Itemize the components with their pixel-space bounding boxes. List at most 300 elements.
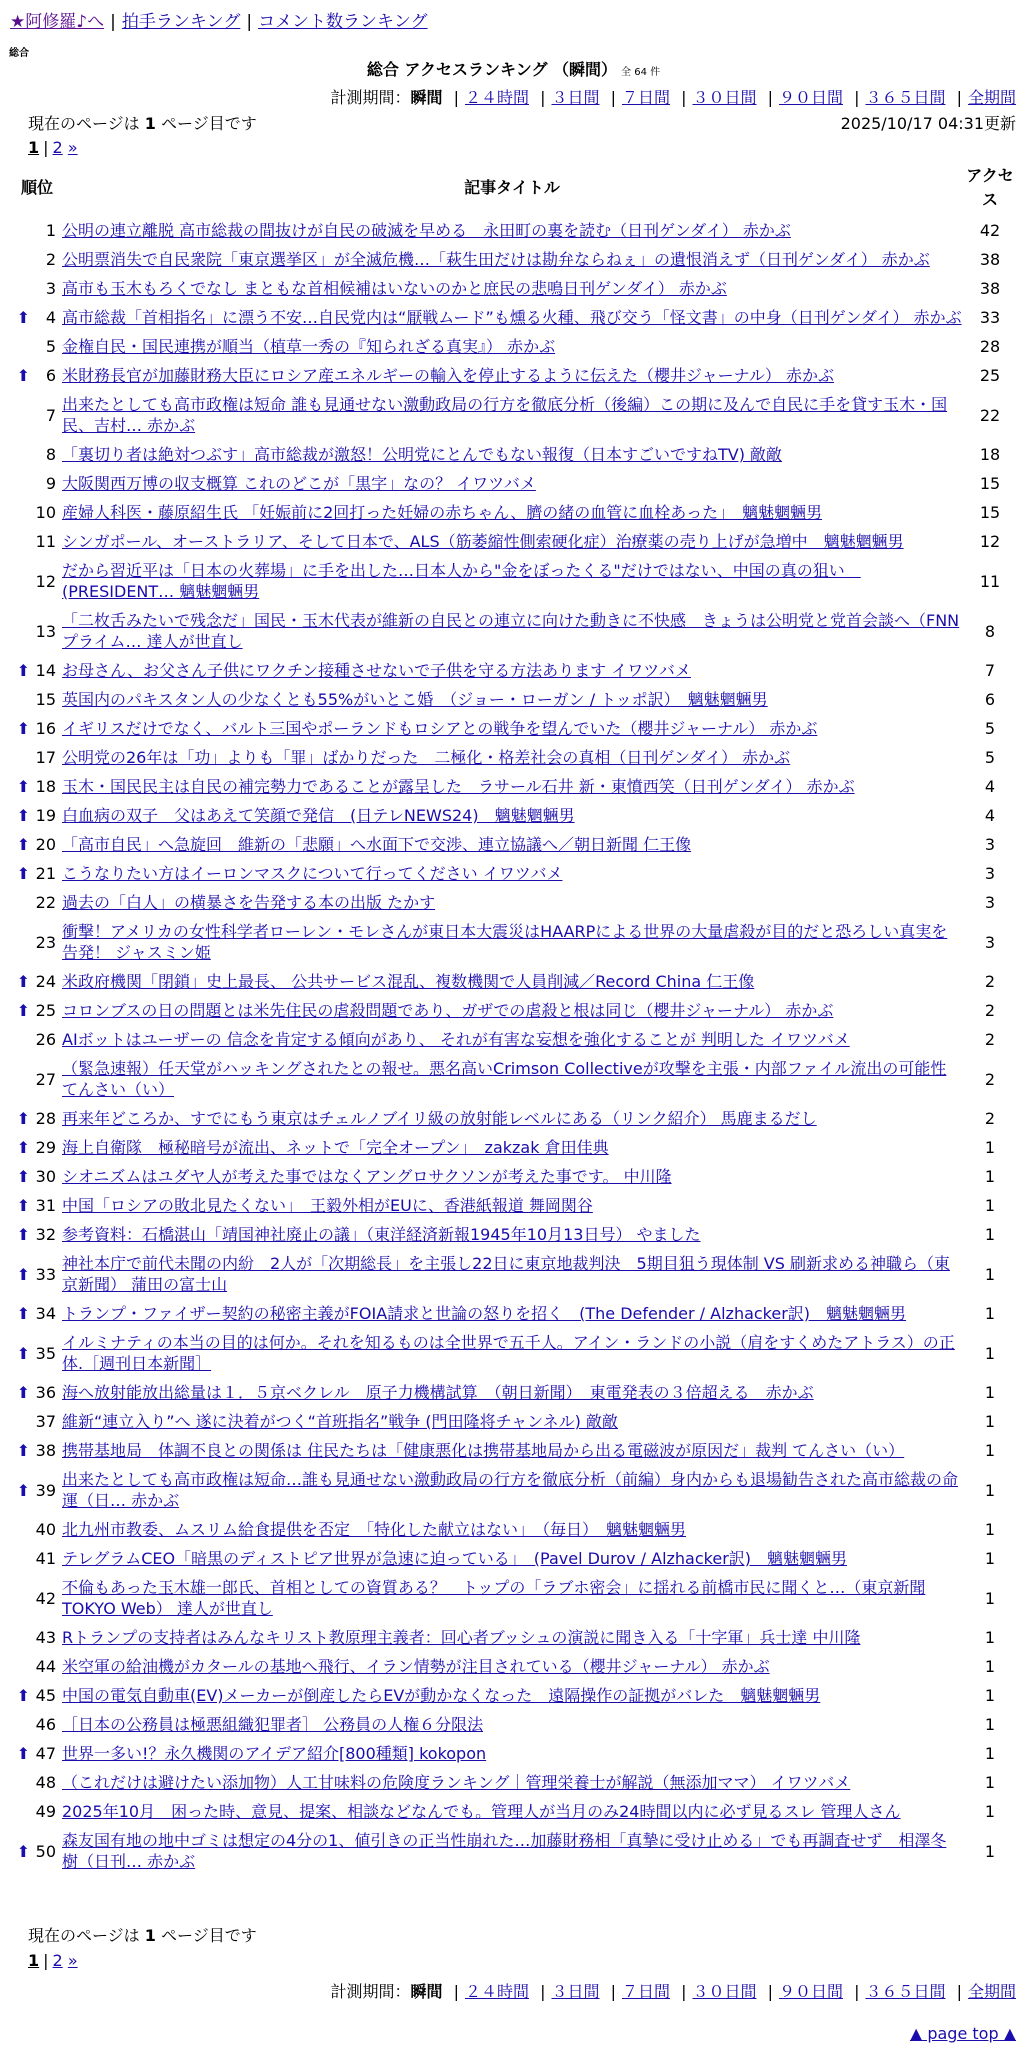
arrow-cell <box>14 1515 33 1544</box>
access-count: 1 <box>984 1715 996 1734</box>
article-link[interactable]: 再来年どころか、すでにもう東京はチェルノブイリ級の放射能レベルにある（リンク紹介） 馬鹿まるだし <box>62 1109 817 1128</box>
access-count: 5 <box>984 719 996 738</box>
article-title-cell <box>60 556 964 606</box>
period-24h-link[interactable]: ２４時間 <box>464 88 529 107</box>
access-count: 18 <box>979 445 1001 464</box>
pager-bottom: 1 | 2 » <box>28 1951 78 1970</box>
rank-number: 44 <box>35 1657 56 1676</box>
rank-number: 15 <box>35 690 56 709</box>
article-link[interactable]: 海へ放射能放出総量は１．５京ベクレル 原子力機構試算 （朝日新聞） 東電発表の３倍超える 赤かぶ <box>62 1383 814 1402</box>
access-count: 22 <box>979 405 1001 425</box>
rank-number: 43 <box>35 1628 56 1647</box>
table-row <box>14 1465 1016 1515</box>
access-count: 11 <box>979 571 1001 591</box>
pager-page-2-link[interactable]: 2 <box>52 1951 63 1970</box>
pager-next-link[interactable]: » <box>67 1951 78 1970</box>
table-row <box>14 469 1016 498</box>
table-row <box>14 656 1016 685</box>
rank-number: 46 <box>35 1715 56 1734</box>
article-title-cell <box>60 440 964 469</box>
arrow-cell <box>14 274 33 303</box>
rank-number: 42 <box>35 1588 56 1608</box>
rank-number: 39 <box>35 1480 56 1500</box>
period-30d-link[interactable]: ３０日間 <box>692 1982 757 2001</box>
rank-number: 25 <box>35 1001 56 1020</box>
arrow-cell <box>14 390 33 440</box>
article-link[interactable]: だから習近平は「日本の火葬場」に手を出した…日本人から"金をぼったくる"だけではない、中国の真の狙い (PRESIDENT… 魑魅魍魎男 <box>62 561 861 601</box>
top-navigation: ★阿修羅♪へ | 拍手ランキング | コメント数ランキング <box>10 12 428 32</box>
period-24h-link[interactable]: ２４時間 <box>464 1982 529 2001</box>
access-count: 6 <box>984 690 996 709</box>
period-selector-top: 計測期間：瞬間 | ２４時間 | ３日間 | ７日間 | ３０日間 | ９０日間 | ３６５日間 | 全期間 <box>330 88 1016 107</box>
article-link[interactable]: イギリスだけでなく、バルト三国やポーランドもロシアとの戦争を望んでいた（櫻井ジャーナル） 赤かぶ <box>62 719 818 738</box>
article-link[interactable]: 玉木・国民民主は自民の補完勢力であることが露呈した ラサール石井 新・東憤西笑（日刊ゲンダイ） 赤かぶ <box>62 777 855 796</box>
table-row <box>14 606 1016 656</box>
article-link[interactable]: 産婦人科医・藤原紹生氏 「妊娠前に2回打った妊婦の赤ちゃん、臍の緒の血管に血栓あった」 魑魅魍魎男 <box>62 503 823 522</box>
access-count: 8 <box>984 621 996 641</box>
access-count: 1 <box>984 1520 996 1539</box>
table-row <box>14 1652 1016 1681</box>
article-link[interactable]: 森友国有地の地中ゴミは想定の4分の1、値引きの正当性崩れた…加藤財務相「真摯に受け止める」でも再調査せず 相澤冬樹（日刊… 赤かぶ <box>62 1831 947 1871</box>
article-link[interactable]: 米政府機関「閉鎖」史上最長、 公共サービス混乱、複数機関で人員削減／Record China 仁王像 <box>62 972 755 991</box>
article-link[interactable]: 北九州市教委、ムスリム給食提供を否定 「特化した献立はない」 （毎日） 魑魅魍魎男 <box>62 1520 687 1539</box>
article-link[interactable]: 大阪関西万博の収支概算 これのどこが「黒字」なの？ イワツバメ <box>62 474 536 493</box>
up-arrow-icon: ⬆ <box>16 1001 31 1020</box>
period-selector-bottom: 計測期間：瞬間 | ２４時間 | ３日間 | ７日間 | ３０日間 | ９０日間 | ３６５日間 | 全期間 <box>330 1982 1016 2001</box>
access-count: 2 <box>984 972 996 991</box>
article-title-cell <box>60 714 964 743</box>
article-link[interactable]: 参考資料：石橋湛山「靖国神社廃止の議」（東洋経済新報1945年10月13日号） やました <box>62 1225 701 1244</box>
article-link[interactable]: 「裏切り者は絶対つぶす」高市総裁が激怒！公明党にとんでもない報復（日本すごいですねTV) 敵敵 <box>62 445 783 464</box>
article-title-cell <box>60 772 964 801</box>
access-count: 25 <box>979 366 1001 385</box>
article-title-cell <box>60 1162 964 1191</box>
table-row <box>14 1710 1016 1739</box>
table-row <box>14 1249 1016 1299</box>
table-row <box>14 1133 1016 1162</box>
article-link[interactable]: AIボットはユーザーの 信念を肯定する傾向があり、 それが有害な妄想を強化することが 判明した イワツバメ <box>62 1030 850 1049</box>
article-title-cell <box>60 1515 964 1544</box>
arrow-cell <box>14 917 33 967</box>
up-arrow-icon: ⬆ <box>16 806 31 825</box>
rank-number: 24 <box>35 972 56 991</box>
article-link[interactable]: 公明党の26年は「功」よりも「罪」ばかりだった 二極化・格差社会の真相（日刊ゲンダイ） 赤かぶ <box>62 748 791 767</box>
access-count: 1 <box>984 1167 996 1186</box>
article-link[interactable]: 衝撃！アメリカの女性科学者ローレン・モレさんが東日本大震災はHAARPによる世界の大量虐殺が目的だと恐ろしい真実を告発！ ジャスミン姫 <box>62 922 948 962</box>
table-row <box>14 1191 1016 1220</box>
rank-number: 34 <box>35 1304 56 1323</box>
rank-number: 49 <box>35 1802 56 1821</box>
access-count: 1 <box>984 1138 996 1157</box>
ranking-header-row <box>14 160 1016 216</box>
access-count: 1 <box>984 1480 996 1500</box>
access-count: 3 <box>984 893 996 912</box>
article-link[interactable]: お母さん、お父さん子供にワクチン接種させないで子供を守る方法あります イワツバメ <box>62 661 691 680</box>
article-title-cell <box>60 1025 964 1054</box>
article-title-cell <box>60 390 964 440</box>
rank-number: 45 <box>35 1686 56 1705</box>
period-365d-link[interactable]: ３６５日間 <box>865 88 946 107</box>
article-link[interactable]: Rトランプの支持者はみんなキリスト教原理主義者：回心者ブッシュの演説に聞き入る「十字軍」兵士達 中川隆 <box>62 1628 861 1647</box>
access-count: 1 <box>984 1264 996 1284</box>
article-link[interactable]: 不倫もあった玉木雄一郎氏、首相としての資質ある？ トップの「ラブホ密会」に揺れる前橋市民に聞くと…（東京新聞TOKYO Web） 達人が世直し <box>62 1578 926 1618</box>
article-title-cell <box>60 332 964 361</box>
period-label: 計測期間： <box>330 88 411 107</box>
rank-number: 27 <box>35 1069 56 1089</box>
access-count: 4 <box>984 777 996 796</box>
rank-number: 21 <box>35 864 56 883</box>
table-row <box>14 1025 1016 1054</box>
article-link[interactable]: コロンブスの日の問題とは米先住民の虐殺問題であり、ガザでの虐殺と根は同じ（櫻井ジャーナル） 赤かぶ <box>62 1001 834 1020</box>
arrow-cell <box>14 1544 33 1573</box>
access-count: 1 <box>984 1744 996 1763</box>
pager-next-link[interactable]: » <box>67 138 78 157</box>
comment-ranking-link[interactable]: コメント数ランキング <box>258 12 428 32</box>
rank-number: 7 <box>45 405 56 425</box>
article-title-cell <box>60 303 964 332</box>
table-row <box>14 361 1016 390</box>
access-count: 15 <box>979 474 1001 493</box>
article-title-cell <box>60 1465 964 1515</box>
article-title-cell <box>60 1220 964 1249</box>
rank-number: 11 <box>35 532 56 551</box>
article-link[interactable]: テレグラムCEO「暗黒のディストピア世界が急速に迫っている」 (Pavel Durov / Alzhacker訳) 魑魅魍魎男 <box>62 1549 848 1568</box>
table-row <box>14 216 1016 245</box>
access-count: 1 <box>984 1686 996 1705</box>
access-count: 28 <box>979 337 1001 356</box>
table-row <box>14 996 1016 1025</box>
up-arrow-icon: ⬆ <box>16 1138 31 1157</box>
rank-number: 48 <box>35 1773 56 1792</box>
article-link[interactable]: 神社本庁で前代未聞の内紛 2人が「次期総長」を主張し22日に東京地裁判決 5期目狙う現体制 VS 刷新求める神職ら（東京新聞） 蒲田の富士山 <box>62 1254 950 1294</box>
access-count: 42 <box>979 221 1001 240</box>
article-link[interactable]: 携帯基地局 体調不良との関係は 住民たちは「健康悪化は携帯基地局から出る電磁波が原因だ」裁判 てんさい（い） <box>62 1441 905 1460</box>
period-30d-link[interactable]: ３０日間 <box>692 88 757 107</box>
up-arrow-icon: ⬆ <box>16 661 31 680</box>
article-title-cell <box>60 1710 964 1739</box>
rank-number: 2 <box>45 250 56 269</box>
table-row <box>14 390 1016 440</box>
access-count: 2 <box>984 1030 996 1049</box>
up-arrow-icon: ⬆ <box>16 366 31 385</box>
up-arrow-icon: ⬆ <box>16 1304 31 1323</box>
rank-number: 16 <box>35 719 56 738</box>
article-link[interactable]: 過去の「白人」の横暴さを告発する本の出版 たかす <box>62 893 436 912</box>
article-title-cell <box>60 1104 964 1133</box>
access-count: 1 <box>984 1802 996 1821</box>
up-arrow-icon: ⬆ <box>16 1264 31 1284</box>
article-title-cell <box>60 830 964 859</box>
pager-current-page: 1 <box>28 138 40 157</box>
rank-number: 22 <box>35 893 56 912</box>
table-row <box>14 1436 1016 1465</box>
table-row <box>14 859 1016 888</box>
table-row <box>14 1544 1016 1573</box>
article-link[interactable]: 中国の電気自動車(EV)メーカーが倒産したらEVが動かなくなった 遠隔操作の証拠がバレた 魑魅魍魎男 <box>62 1686 821 1705</box>
article-link[interactable]: 公明票消失で自民衆院「東京選挙区」が全滅危機…「萩生田だけは勘弁ならねぇ」の遺恨消えず（日刊ゲンダイ） 赤かぶ <box>62 250 930 269</box>
rank-number: 8 <box>45 445 56 464</box>
table-row <box>14 1328 1016 1378</box>
rank-number: 9 <box>45 474 56 493</box>
table-row <box>14 888 1016 917</box>
table-row <box>14 498 1016 527</box>
rank-number: 29 <box>35 1138 56 1157</box>
article-link[interactable]: 高市も玉木もろくでなし まともな首相候補はいないのかと庶民の悲鳴日刊ゲンダイ） 赤かぶ <box>62 279 727 298</box>
access-count: 1 <box>984 1225 996 1244</box>
pager-current-page: 1 <box>28 1951 40 1970</box>
article-title-cell <box>60 1054 964 1104</box>
arrow-cell <box>14 440 33 469</box>
article-title-cell <box>60 1544 964 1573</box>
up-arrow-icon: ⬆ <box>16 1196 31 1215</box>
article-link[interactable]: 英国内のパキスタン人の少なくとも55%がいとこ婚 （ジョー・ローガン / トッポ訳） 魑魅魍魎男 <box>62 690 768 709</box>
access-count: 1 <box>984 1441 996 1460</box>
article-link[interactable]: 「二枚舌みたいで残念だ」国民・玉木代表が維新の自民との連立に向けた動きに不快感 きょうは公明党と党首会談へ（FNNプライム… 達人が世直し <box>62 611 960 651</box>
article-link[interactable]: 海上自衛隊 極秘暗号が流出、ネットで「完全オープン」 zakzak 倉田佳典 <box>62 1138 609 1157</box>
arrow-cell <box>14 888 33 917</box>
access-count: 1 <box>984 1657 996 1676</box>
arrow-cell <box>14 216 33 245</box>
table-row <box>14 1378 1016 1407</box>
rank-number: 41 <box>35 1549 56 1568</box>
article-title-cell <box>60 1739 964 1768</box>
up-arrow-icon: ⬆ <box>16 1841 31 1861</box>
access-count: 3 <box>984 864 996 883</box>
article-title-cell <box>60 1652 964 1681</box>
rank-number: 36 <box>35 1383 56 1402</box>
article-title-cell <box>60 527 964 556</box>
arrow-cell <box>14 685 33 714</box>
rank-number: 23 <box>35 932 56 952</box>
up-arrow-icon: ⬆ <box>16 1383 31 1402</box>
period-all-link[interactable]: 全期間 <box>967 88 1016 107</box>
table-row <box>14 1768 1016 1797</box>
period-90d-link[interactable]: ９０日間 <box>778 1982 843 2001</box>
ranking-body <box>14 216 1016 1876</box>
asyura-home-link[interactable]: ★阿修羅♪へ <box>10 12 105 32</box>
article-title-cell <box>60 1768 964 1797</box>
access-count: 1 <box>984 1628 996 1647</box>
up-arrow-icon: ⬆ <box>16 1343 31 1363</box>
table-row <box>14 274 1016 303</box>
rank-number: 26 <box>35 1030 56 1049</box>
article-title-cell <box>60 743 964 772</box>
article-link[interactable]: （これだけは避けたい添加物）人工甘味料の危険度ランキング｜管理栄養士が解説（無添加ママ） イワツバメ <box>62 1773 851 1792</box>
up-arrow-icon: ⬆ <box>16 1109 31 1128</box>
rank-number: 38 <box>35 1441 56 1460</box>
article-link[interactable]: シオニズムはユダヤ人が考えた事ではなくアングロサクソンが考えた事です。 中川隆 <box>62 1167 672 1186</box>
access-count: 3 <box>984 932 996 952</box>
rank-number: 50 <box>35 1841 56 1861</box>
table-row <box>14 1573 1016 1623</box>
rank-column-header: 順位 <box>20 178 53 197</box>
up-arrow-icon: ⬆ <box>16 1167 31 1186</box>
article-link[interactable]: 高市総裁「首相指名」に漂う不安…自民党内は“厭戦ムード”も燻る火種、飛び交う「怪文書」の中身（日刊ゲンダイ） 赤かぶ <box>62 308 962 327</box>
article-title-cell <box>60 216 964 245</box>
article-title-cell <box>60 1797 964 1826</box>
article-link[interactable]: ［日本の公務員は極悪組織犯罪者］ 公務員の人権６分限法 <box>62 1715 484 1734</box>
article-title-cell <box>60 1573 964 1623</box>
ranking-table <box>14 160 1016 1876</box>
arrow-cell <box>14 332 33 361</box>
applause-ranking-link[interactable]: 拍手ランキング <box>121 12 241 32</box>
article-title-cell <box>60 656 964 685</box>
table-row <box>14 440 1016 469</box>
article-title-cell <box>60 1191 964 1220</box>
article-title-cell <box>60 498 964 527</box>
arrow-cell <box>14 1025 33 1054</box>
table-row <box>14 303 1016 332</box>
arrow-cell <box>14 1797 33 1826</box>
article-link[interactable]: 世界一多い!？永久機関のアイデア紹介[800種類] kokopon <box>62 1744 487 1763</box>
rank-number: 40 <box>35 1520 56 1539</box>
table-row <box>14 830 1016 859</box>
table-row <box>14 1162 1016 1191</box>
article-link[interactable]: トランプ・ファイザー契約の秘密主義がFOIA請求と世論の怒りを招く (The Defender / Alzhacker訳) 魑魅魍魎男 <box>62 1304 907 1323</box>
arrow-cell <box>14 498 33 527</box>
rank-number: 35 <box>35 1343 56 1363</box>
access-count: 1 <box>984 1549 996 1568</box>
article-link[interactable]: 白血病の双子 父はあえて笑顔で発信 (日テレNEWS24) 魑魅魍魎男 <box>62 806 575 825</box>
arrow-cell <box>14 469 33 498</box>
up-arrow-icon: ⬆ <box>16 1441 31 1460</box>
article-link[interactable]: こうなりたい方はイーロンマスクについて行ってください イワツバメ <box>62 864 563 883</box>
arrow-cell <box>14 245 33 274</box>
access-count: 1 <box>984 1588 996 1608</box>
article-link[interactable]: 金権自民・国民連携が順当（植草一秀の『知られざる真実』） 赤かぶ <box>62 337 556 356</box>
article-link[interactable]: 米財務長官が加藤財務大臣にロシア産エネルギーの輸入を停止するように伝えた（櫻井ジャーナル） 赤かぶ <box>62 366 834 385</box>
rank-number: 33 <box>35 1264 56 1284</box>
rank-number: 18 <box>35 777 56 796</box>
period-365d-link[interactable]: ３６５日間 <box>865 1982 946 2001</box>
rank-number: 31 <box>35 1196 56 1215</box>
article-title-cell <box>60 1826 964 1876</box>
table-row <box>14 1797 1016 1826</box>
article-title-cell <box>60 859 964 888</box>
table-row <box>14 1104 1016 1133</box>
article-title-cell <box>60 685 964 714</box>
access-count: 1 <box>984 1196 996 1215</box>
updated-timestamp: 2025/10/17 04:31更新 <box>840 114 1016 133</box>
article-link[interactable]: 出来たとしても高市政権は短命…誰も見通せない激動政局の行方を徹底分析（前編）身内からも退場勧告された高市総裁の命運（日… 赤かぶ <box>62 1470 959 1510</box>
arrow-cell <box>14 1652 33 1681</box>
table-row <box>14 556 1016 606</box>
table-row <box>14 1681 1016 1710</box>
up-arrow-icon: ⬆ <box>16 308 31 327</box>
period-90d-link[interactable]: ９０日間 <box>778 88 843 107</box>
page-top-link[interactable]: ▲ page top ▲ <box>909 2024 1016 2043</box>
up-arrow-icon: ⬆ <box>16 1686 31 1705</box>
period-7d-link[interactable]: ７日間 <box>621 1982 670 2001</box>
article-title-cell <box>60 917 964 967</box>
article-title-cell <box>60 996 964 1025</box>
rank-number: 32 <box>35 1225 56 1244</box>
table-row <box>14 743 1016 772</box>
period-3d-link[interactable]: ３日間 <box>551 88 600 107</box>
article-link[interactable]: 2025年10月 困った時、意見、提案、相談などなんでも。管理人が当月のみ24時間以内に必ず見るスレ 管理人さん <box>62 1802 901 1821</box>
access-count: 1 <box>984 1343 996 1363</box>
article-link[interactable]: イルミナティの本当の目的は何か。それを知るものは全世界で五千人。アイン・ランドの小説（肩をすくめたアトラス）の正体.［週刊日本新聞］ <box>62 1333 955 1373</box>
arrow-cell <box>14 1573 33 1623</box>
arrow-cell <box>14 527 33 556</box>
article-link[interactable]: 維新“連立入り”へ 遂に決着がつく“首班指名”戦争 (門田隆将チャンネル) 敵敵 <box>62 1412 618 1431</box>
article-title-cell <box>60 1299 964 1328</box>
page-info-bottom: 現在のページは 1 ページ目です <box>28 1926 257 1945</box>
rank-number: 5 <box>45 337 56 356</box>
article-link[interactable]: 公明の連立離脱 高市総裁の間抜けが自民の破滅を早める 永田町の裏を読む（日刊ゲンダイ） 赤かぶ <box>62 221 791 240</box>
access-count: 1 <box>984 1304 996 1323</box>
article-title-cell <box>60 1249 964 1299</box>
page-top-area <box>910 2022 1016 2046</box>
rank-number: 47 <box>35 1744 56 1763</box>
table-row <box>14 1299 1016 1328</box>
article-title-cell <box>60 1407 964 1436</box>
article-title-cell <box>60 361 964 390</box>
article-title-cell <box>60 274 964 303</box>
table-row <box>14 1515 1016 1544</box>
total-count: 全 64 件 <box>621 67 661 78</box>
access-column-header: アクセス <box>966 166 1014 209</box>
access-count: 2 <box>984 1109 996 1128</box>
article-link[interactable]: シンガポール、オーストラリア、そして日本で、ALS（筋萎縮性側索硬化症）治療薬の売り上げが急増中 魑魅魍魎男 <box>62 532 904 551</box>
arrow-cell <box>14 556 33 606</box>
period-3d-link[interactable]: ３日間 <box>551 1982 600 2001</box>
arrow-cell <box>14 1768 33 1797</box>
access-count: 33 <box>979 308 1001 327</box>
access-count: 2 <box>984 1001 996 1020</box>
rank-number: 17 <box>35 748 56 767</box>
period-all-link[interactable]: 全期間 <box>967 1982 1016 2001</box>
access-count: 15 <box>979 503 1001 522</box>
rank-number: 12 <box>35 571 56 591</box>
arrow-cell <box>14 1407 33 1436</box>
table-row <box>14 772 1016 801</box>
article-title-cell <box>60 606 964 656</box>
category-label: 総合 <box>9 48 29 59</box>
table-row <box>14 527 1016 556</box>
article-title-cell <box>60 967 964 996</box>
article-link[interactable]: 「高市自民」へ急旋回 維新の「悲願」へ水面下で交渉、連立協議へ／朝日新聞 仁王像 <box>62 835 692 854</box>
up-arrow-icon: ⬆ <box>16 1744 31 1763</box>
arrow-cell <box>14 606 33 656</box>
access-count: 3 <box>984 835 996 854</box>
rank-number: 3 <box>45 279 56 298</box>
up-arrow-icon: ⬆ <box>16 1225 31 1244</box>
rank-number: 37 <box>35 1412 56 1431</box>
access-count: 38 <box>979 279 1001 298</box>
access-count: 12 <box>979 532 1001 551</box>
access-count: 1 <box>984 1841 996 1861</box>
article-title-cell <box>60 801 964 830</box>
article-title-cell <box>60 1436 964 1465</box>
table-row <box>14 685 1016 714</box>
period-7d-link[interactable]: ７日間 <box>621 88 670 107</box>
article-link[interactable]: 出来たとしても高市政権は短命 誰も見通せない激動政局の行方を徹底分析（後編）この期に及んで自民に手を貸す玉木・国民、吉村… 赤かぶ <box>62 395 948 435</box>
article-title-cell <box>60 1378 964 1407</box>
access-count: 2 <box>984 1069 996 1089</box>
access-count: 4 <box>984 806 996 825</box>
article-link[interactable]: 中国「ロシアの敗北見たくない」 王毅外相がEUに、香港紙報道 舞岡関谷 <box>62 1196 593 1215</box>
article-link[interactable]: 米空軍の給油機がカタールの基地へ飛行、イラン情勢が注目されている（櫻井ジャーナル） 赤かぶ <box>62 1657 770 1676</box>
table-row <box>14 1826 1016 1876</box>
table-row <box>14 1407 1016 1436</box>
article-title-cell <box>60 1328 964 1378</box>
up-arrow-icon: ⬆ <box>16 864 31 883</box>
table-row <box>14 245 1016 274</box>
article-title-cell <box>60 1681 964 1710</box>
article-link[interactable]: （緊急速報）任天堂がハッキングされたとの報せ。悪名高いCrimson Collectiveが攻撃を主張・内部ファイル流出の可能性 てんさい（い） <box>62 1059 947 1099</box>
pager-page-2-link[interactable]: 2 <box>52 138 63 157</box>
